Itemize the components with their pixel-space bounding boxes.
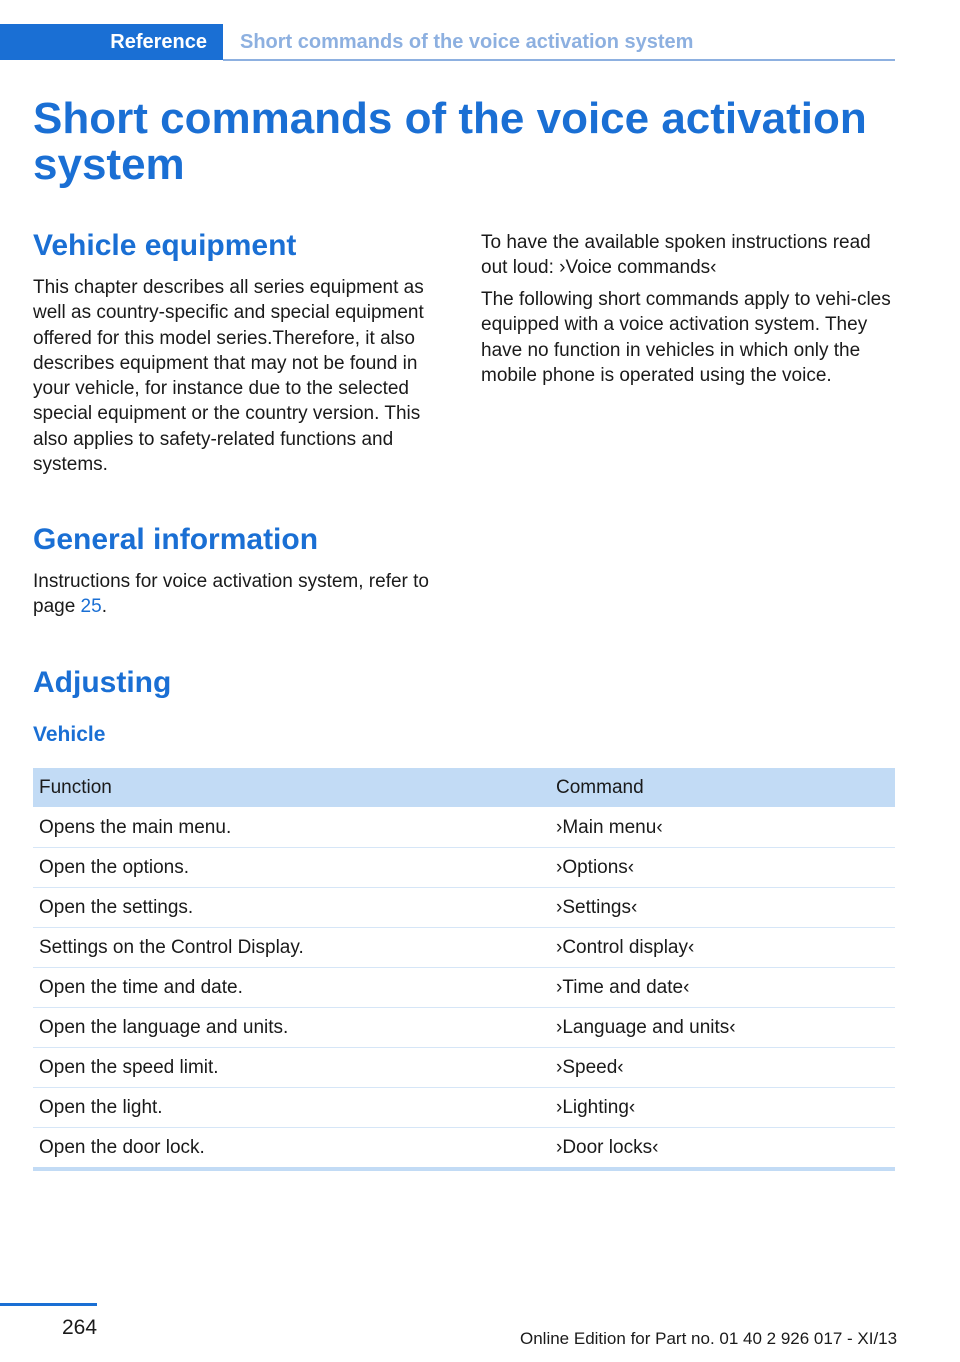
- table-header-row: [33, 768, 895, 808]
- table-row: [33, 808, 895, 848]
- column-header-command: Command: [550, 768, 895, 808]
- command-cell: ›Main menu‹: [550, 808, 895, 848]
- short-commands-description: The following short commands apply to vehi‐cles equipped with a voice activation system. They have no function in vehicles in which only the mobile phone is operated using the voice.: [481, 289, 891, 386]
- command-cell: ›Time and date‹: [550, 968, 895, 1008]
- command-cell: ›Settings‹: [550, 888, 895, 928]
- function-cell: Open the language and units.: [33, 1008, 550, 1048]
- command-cell: ›Lighting‹: [550, 1088, 895, 1128]
- command-cell: ›Language and units‹: [550, 1008, 895, 1048]
- table-row: [33, 928, 895, 968]
- voice-commands-table: [33, 768, 895, 1171]
- command-cell: ›Speed‹: [550, 1048, 895, 1088]
- header-divider: [223, 59, 895, 61]
- subheading-vehicle: Vehicle: [33, 723, 106, 746]
- function-cell: Open the light.: [33, 1088, 550, 1128]
- table-row: [33, 1088, 895, 1128]
- heading-adjusting: Adjusting: [33, 666, 172, 699]
- header-section-title: Short commands of the voice activation system: [240, 31, 694, 53]
- table-row: [33, 888, 895, 928]
- command-cell: ›Control display‹: [550, 928, 895, 968]
- function-cell: Open the door lock.: [33, 1128, 550, 1170]
- table-row: [33, 1008, 895, 1048]
- vehicle-equipment-text: This chapter describes all series equipment as well as country-specific and special equipment offered for this model series.Therefore, it also describes equipment that may not be found in your vehicle, for instance due to the selected special equipment or the country version. This also applies to safety-related functions and systems.: [33, 277, 424, 476]
- page-reference-link[interactable]: 25: [80, 596, 102, 618]
- footer-divider: [0, 1303, 97, 1306]
- heading-general-information: General information: [33, 523, 319, 556]
- heading-vehicle-equipment: Vehicle equipment: [33, 229, 297, 262]
- header-bar: [0, 24, 895, 62]
- footer-edition: Online Edition for Part no. 01 40 2 926 017 - XI/13: [520, 1329, 898, 1348]
- table-row: [33, 848, 895, 888]
- function-cell: Open the time and date.: [33, 968, 550, 1008]
- table-row: [33, 1048, 895, 1088]
- column-header-function: Function: [33, 768, 550, 808]
- function-cell: Open the options.: [33, 848, 550, 888]
- table-row: [33, 968, 895, 1008]
- general-information-text: Instructions for voice activation system, refer to page 25.: [33, 571, 429, 618]
- table-row: [33, 1128, 895, 1170]
- function-cell: Open the speed limit.: [33, 1048, 550, 1088]
- function-cell: Open the settings.: [33, 888, 550, 928]
- section-tab-reference[interactable]: Reference: [0, 24, 223, 60]
- page-number: 264: [62, 1316, 98, 1339]
- voice-commands-instruction: To have the available spoken instructions read out loud: ›Voice commands‹: [481, 232, 871, 279]
- function-cell: Opens the main menu.: [33, 808, 550, 848]
- function-cell: Settings on the Control Display.: [33, 928, 550, 968]
- command-cell: ›Options‹: [550, 848, 895, 888]
- command-cell: ›Door locks‹: [550, 1128, 895, 1170]
- page-title: Short commands of the voice activation system: [33, 94, 867, 189]
